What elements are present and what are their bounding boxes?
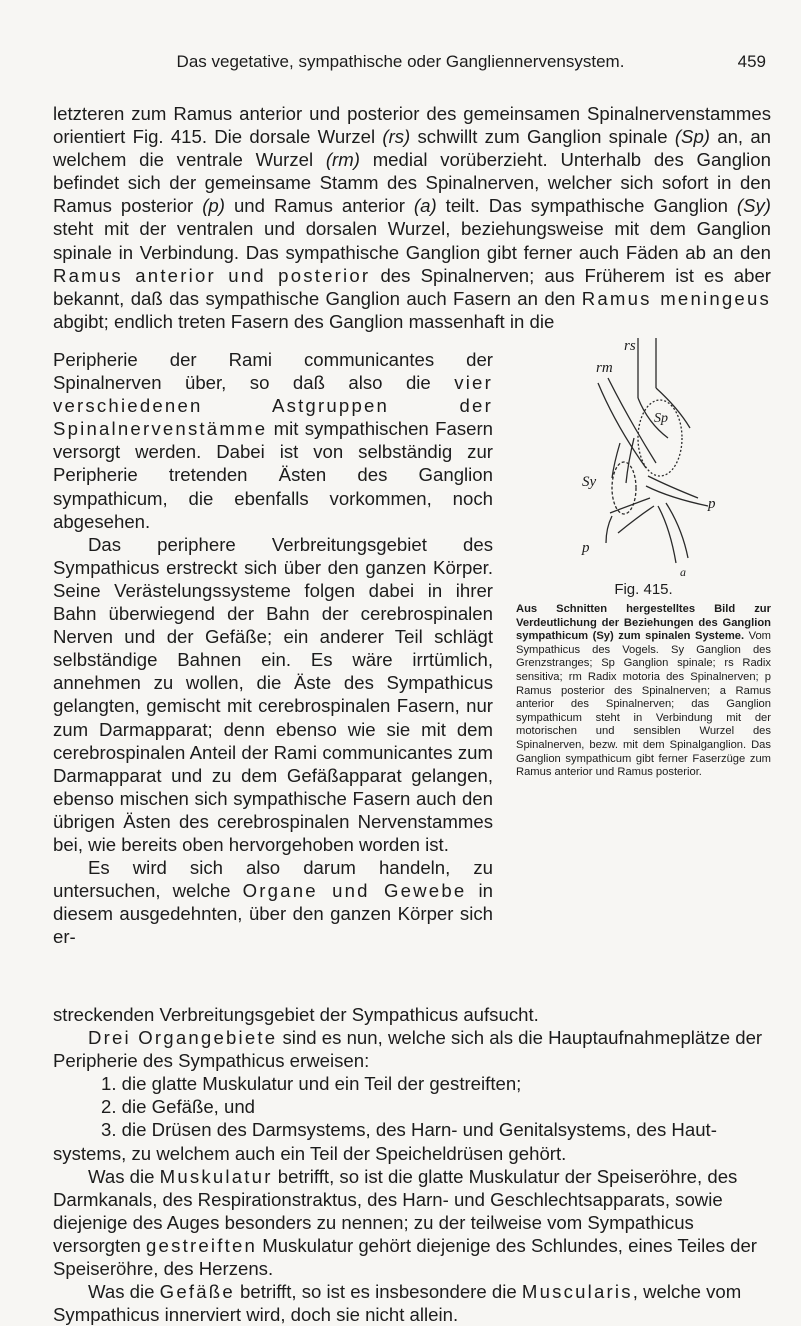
paragraph <box>53 348 493 533</box>
text-run: schwillt zum Ganglion spinale <box>410 126 675 148</box>
paragraph: Das periphere Verbreitungsgebiet des Sympathicus erstreckt sich über den ganzen Körper. Seine Verästelungssysteme folgen dabei in ihrer Bahn überwiegend der Bahn der cerebrospinalen Nerven und der Gefäße; ein anderer Teil schlägt selbständige Bahnen ein. Es wäre irrtümlich, annehmen zu wollen, die Äste des Sympathicus gelangten, gemischt mit cerebrospinalen Fasern, nur zum Darmapparat; denn ebenso wie sie mit dem cerebrospinalen Anteil der Rami communicantes zum Darmapparat und zu dem Gefäßapparat gelangen, ebenso mischen sich sympathische Fasern auch den übrigen Ästen des cerebrospinalen Nervenstammes bei, wie bereits oben hervorgehoben worden ist. <box>53 533 493 855</box>
list-item-continuation: systems, zu welchem auch ein Teil der Speicheldrüsen gehört. <box>53 1142 567 1164</box>
figure-caption <box>516 603 771 780</box>
text-run: betrifft, so ist es insbesondere die <box>234 1281 522 1303</box>
text-run: Es wird sich also darum handeln, zu untersuchen, welche <box>53 857 493 902</box>
label-sp: (Sp) <box>674 126 710 148</box>
label-rm: rm <box>596 360 613 376</box>
label-a: (a) <box>413 195 437 217</box>
running-header <box>0 52 801 78</box>
organ-list <box>53 1072 771 1164</box>
spaced-term: Ramus meningeus <box>581 287 771 309</box>
caption-lead: Aus Schnitten hergestelltes Bild zur Verdeutlichung der Beziehungen des Ganglion sympathicum (Sy) zum spinalen Systeme. <box>516 603 771 643</box>
list-item: 1. die glatte Muskulatur und ein Teil der gestreiften; <box>101 1073 522 1095</box>
running-title: Das vegetative, sympathische oder Gangliennervensystem. <box>176 52 625 71</box>
left-column-text <box>53 348 493 948</box>
spaced-term: Gefäße <box>159 1281 235 1303</box>
spaced-term: Organe und Gewebe <box>242 880 467 902</box>
label-sy: (Sy) <box>736 195 771 217</box>
text-run: , welche vom Sympathicus innerviert wird, doch sie nicht allein. <box>53 1281 742 1326</box>
spaced-term: Muskulatur <box>159 1165 273 1187</box>
text-run: abgibt; endlich treten Fasern des Ganglion massenhaft in die <box>53 310 555 332</box>
label-rs: (rs) <box>382 126 411 148</box>
spaced-term: Drei Organgebiete <box>88 1027 278 1049</box>
label-p: (p) <box>202 195 225 217</box>
text-run: steht mit der ventralen und dorsalen Wurzel, beziehungsweise mit dem Ganglion spinale in Verbindung. Das sympathische Ganglion gibt ferner auch Fäden ab an den <box>53 218 771 263</box>
spinal-ganglion-diagram <box>558 338 718 578</box>
paragraph: streckenden Verbreitungsgebiet der Sympathicus aufsucht. <box>53 1004 539 1025</box>
text-run: sind es nun, welche sich als die Hauptaufnahmeplätze der Peripherie des Sympathicus erweisen: <box>53 1027 763 1072</box>
figure-415 <box>516 338 771 1038</box>
label-rs: rs <box>624 338 636 354</box>
spaced-term: vier verschiedenen Astgruppen der Spinalnervenstämme <box>53 372 493 440</box>
label-p-right: p <box>708 496 716 512</box>
paragraph <box>53 1165 771 1280</box>
label-rm: (rm) <box>325 149 360 171</box>
text-run: medial vorüberzieht. Unterhalb des Ganglion befindet sich der gemeinsame Stamm des Spinalnerven, welcher sich sofort in den Ramus posterior <box>53 149 771 217</box>
label-a: a <box>680 565 686 578</box>
full-width-paragraph-2 <box>53 1003 771 1326</box>
page-number: 459 <box>737 52 766 71</box>
label-sy: Sy <box>582 474 597 490</box>
label-p-left: p <box>582 540 590 556</box>
full-width-paragraph-1 <box>53 102 771 333</box>
text-run: letzteren zum Ramus anterior und posterior des gemeinsamen Spinalnervenstammes orientiert Fig. 415. Die dorsale Wurzel <box>53 103 771 148</box>
caption-text: Vom Sympathicus des Vogels. Sy Ganglion des Grenzstranges; Sp Ganglion spinale; rs Radix sensitiva; rm Radix motoria des Spinalnerven; p Ramus posterior des Spinalnerven; a Ramus anterior des Spinalnerven; das Ganglion sympathicum steht in Verbindung mit der motorischen und sensiblen Wurzel des Spinalnerven, bezw. mit dem Spinalganglion. Das Ganglion sympathicum gibt ferner Faserzüge zum Ramus anterior und Ramus posterior. <box>516 630 772 779</box>
spaced-term: Muscularis <box>521 1281 633 1303</box>
paragraph <box>53 856 493 948</box>
text-run: und Ramus anterior <box>224 195 414 217</box>
text-run: Was die <box>88 1281 160 1303</box>
spaced-term: gestreiften <box>146 1234 258 1256</box>
text-run: betrifft, so ist die glatte Muskulatur der Speiseröhre, des Darmkanals, des Respirationstraktus, des Harn- und Geschlechtsapparats, sowie diejenige des Auges besonders zu nennen; zu der teilweise vom Sympathicus versorgten <box>53 1165 738 1256</box>
label-sp: Sp <box>654 411 668 426</box>
text-run: mit sympathischen Fasern versorgt werden. Dabei ist von selbständig zur Peripherie tretenden Ästen des Ganglion sympathicum, die ebenfalls vorkommen, noch abgesehen. <box>53 418 493 532</box>
paragraph <box>53 1280 771 1326</box>
text-run: Peripherie der Rami communicantes der Spinalnerven über, so daß also die <box>53 349 493 394</box>
paragraph <box>53 1026 771 1072</box>
spaced-term: Ramus anterior und posterior <box>53 264 371 286</box>
text-run: Muskulatur gehört diejenige des Schlundes, eines Teiles der Speiseröhre, des Herzens. <box>53 1234 757 1280</box>
list-item: 2. die Gefäße, und <box>101 1096 256 1118</box>
text-run: in diesem ausgedehnten, über den ganzen Körper sich er- <box>53 880 493 948</box>
text-run: an, an welchem die ventrale Wurzel <box>53 126 772 171</box>
list-item: 3. die Drüsen des Darmsystems, des Harn- und Genitalsystems, des Haut- <box>101 1119 717 1141</box>
text-run: teilt. Das sympathische Ganglion <box>436 195 737 217</box>
text-run: des Spinalnerven; aus Früherem ist es aber bekannt, daß das sympathische Ganglion auch Fasern an den <box>53 264 771 309</box>
text-run: Was die <box>88 1165 160 1187</box>
paragraph <box>53 102 771 333</box>
figure-number: Fig. 415. <box>614 581 673 598</box>
